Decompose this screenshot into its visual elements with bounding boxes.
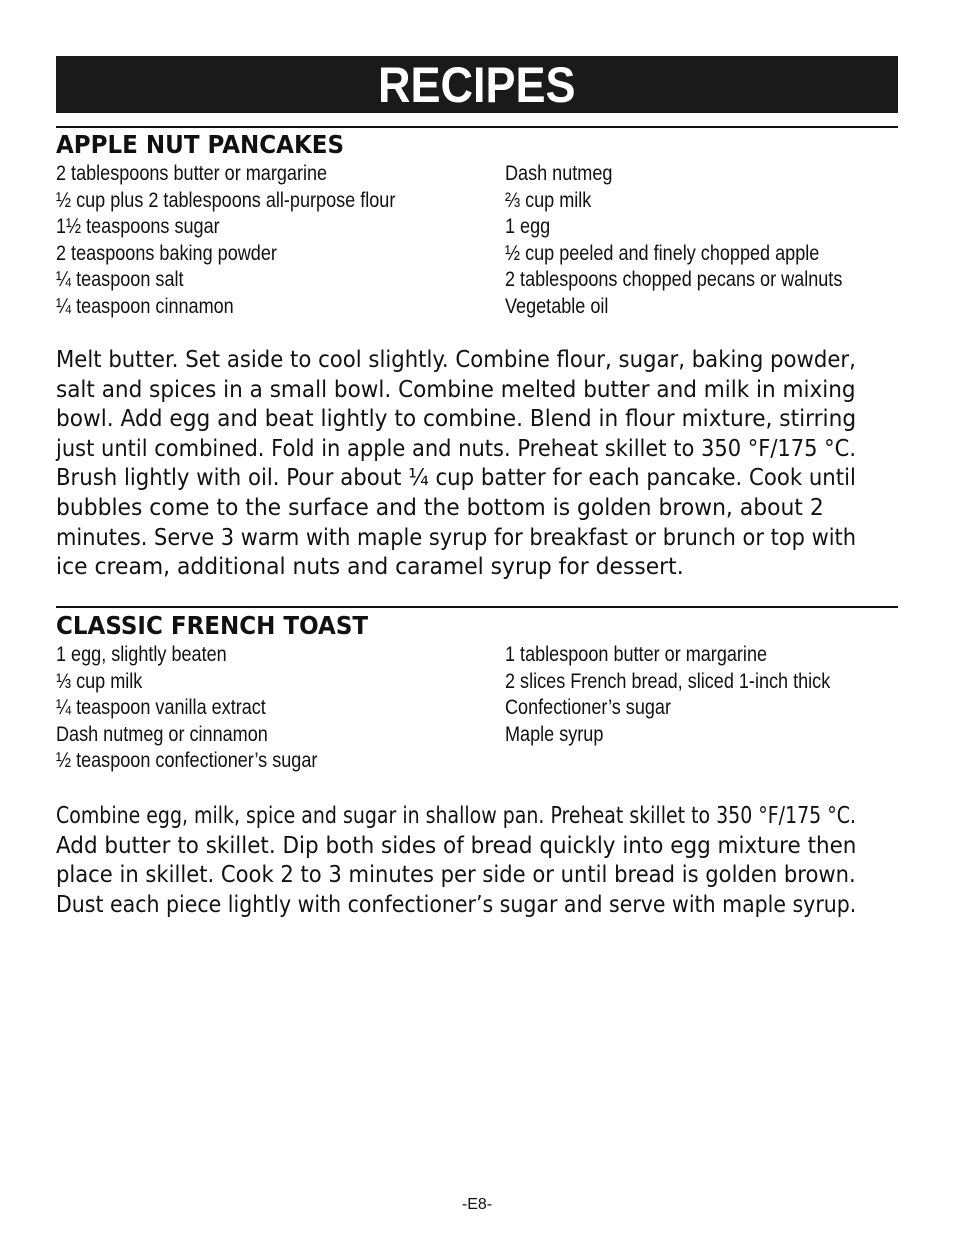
directions-line: Dust each piece lightly with confectioner’s sugar and serve with maple syrup. xyxy=(56,891,857,918)
ingredient-list-right xyxy=(505,642,883,748)
directions-line: just until combined. Fold in apple and nuts. Preheat skillet to 350 °F/175 °C. xyxy=(56,435,857,462)
recipe-directions xyxy=(56,802,898,920)
section-divider xyxy=(56,126,898,128)
ingredient-item: 1½ teaspoons sugar xyxy=(56,215,220,239)
ingredient-item: Confectioner’s sugar xyxy=(505,696,671,720)
ingredient-item: ⅓ cup milk xyxy=(56,669,143,693)
page-number: -E8- xyxy=(461,1196,493,1213)
page-title: RECIPES xyxy=(378,56,576,113)
ingredient-item: 1 egg xyxy=(505,215,551,239)
ingredient-item: ¼ teaspoon salt xyxy=(56,268,184,292)
ingredient-item: 1 egg, slightly beaten xyxy=(56,643,227,666)
directions-line: minutes. Serve 3 warm with maple syrup for breakfast or brunch or top with xyxy=(56,524,856,551)
ingredient-item: 2 teaspoons baking powder xyxy=(56,241,277,265)
directions-line: bowl. Add egg and beat lightly to combine. Blend in flour mixture, stirring xyxy=(56,406,857,433)
directions-line: place in skillet. Cook 2 to 3 minutes per side or until bread is golden brown. xyxy=(56,862,856,889)
ingredient-list-left xyxy=(56,161,451,321)
ingredient-item: ¼ teaspoon vanilla extract xyxy=(56,696,266,720)
ingredient-item: ½ cup peeled and finely chopped apple xyxy=(505,241,820,265)
page-title-banner xyxy=(56,56,898,113)
recipe-title: CLASSIC FRENCH TOAST xyxy=(56,611,369,640)
ingredient-item: ⅔ cup milk xyxy=(505,188,592,212)
ingredient-list-left xyxy=(56,642,360,775)
ingredient-item: Dash nutmeg or cinnamon xyxy=(56,722,268,746)
ingredient-item: ¼ teaspoon cinnamon xyxy=(56,294,234,318)
ingredient-item: Vegetable oil xyxy=(505,294,609,318)
directions-line: salt and spices in a small bowl. Combine melted butter and milk in mixing xyxy=(56,376,856,403)
directions-line: Add butter to skillet. Dip both sides of bread quickly into egg mixture then xyxy=(56,832,857,859)
directions-line: ice cream, additional nuts and caramel syrup for dessert. xyxy=(56,554,684,581)
directions-line: Melt butter. Set aside to cool slightly. Combine flour, sugar, baking powder, xyxy=(56,347,856,373)
recipe-title: APPLE NUT PANCAKES xyxy=(56,130,345,159)
ingredient-item: ½ cup plus 2 tablespoons all-purpose flour xyxy=(56,188,396,212)
directions-line: Combine egg, milk, spice and sugar in shallow pan. Preheat skillet to 350 °F/175 °C. xyxy=(56,803,856,829)
ingredient-item: Dash nutmeg xyxy=(505,162,613,185)
ingredient-item: Maple syrup xyxy=(505,722,604,746)
ingredient-list-right xyxy=(505,161,897,321)
section-divider xyxy=(56,606,898,608)
recipe-directions xyxy=(56,346,898,583)
ingredient-item: 2 tablespoons chopped pecans or walnuts xyxy=(505,268,843,292)
ingredient-item: ½ teaspoon confectioner’s sugar xyxy=(56,749,318,773)
ingredient-item: 1 tablespoon butter or margarine xyxy=(505,643,768,666)
directions-line: bubbles come to the surface and the bottom is golden brown, about 2 xyxy=(56,494,824,521)
ingredient-item: 2 slices French bread, sliced 1-inch thick xyxy=(505,669,831,693)
ingredient-item: 2 tablespoons butter or margarine xyxy=(56,162,328,185)
directions-line: Brush lightly with oil. Pour about ¼ cup batter for each pancake. Cook until xyxy=(56,465,856,492)
